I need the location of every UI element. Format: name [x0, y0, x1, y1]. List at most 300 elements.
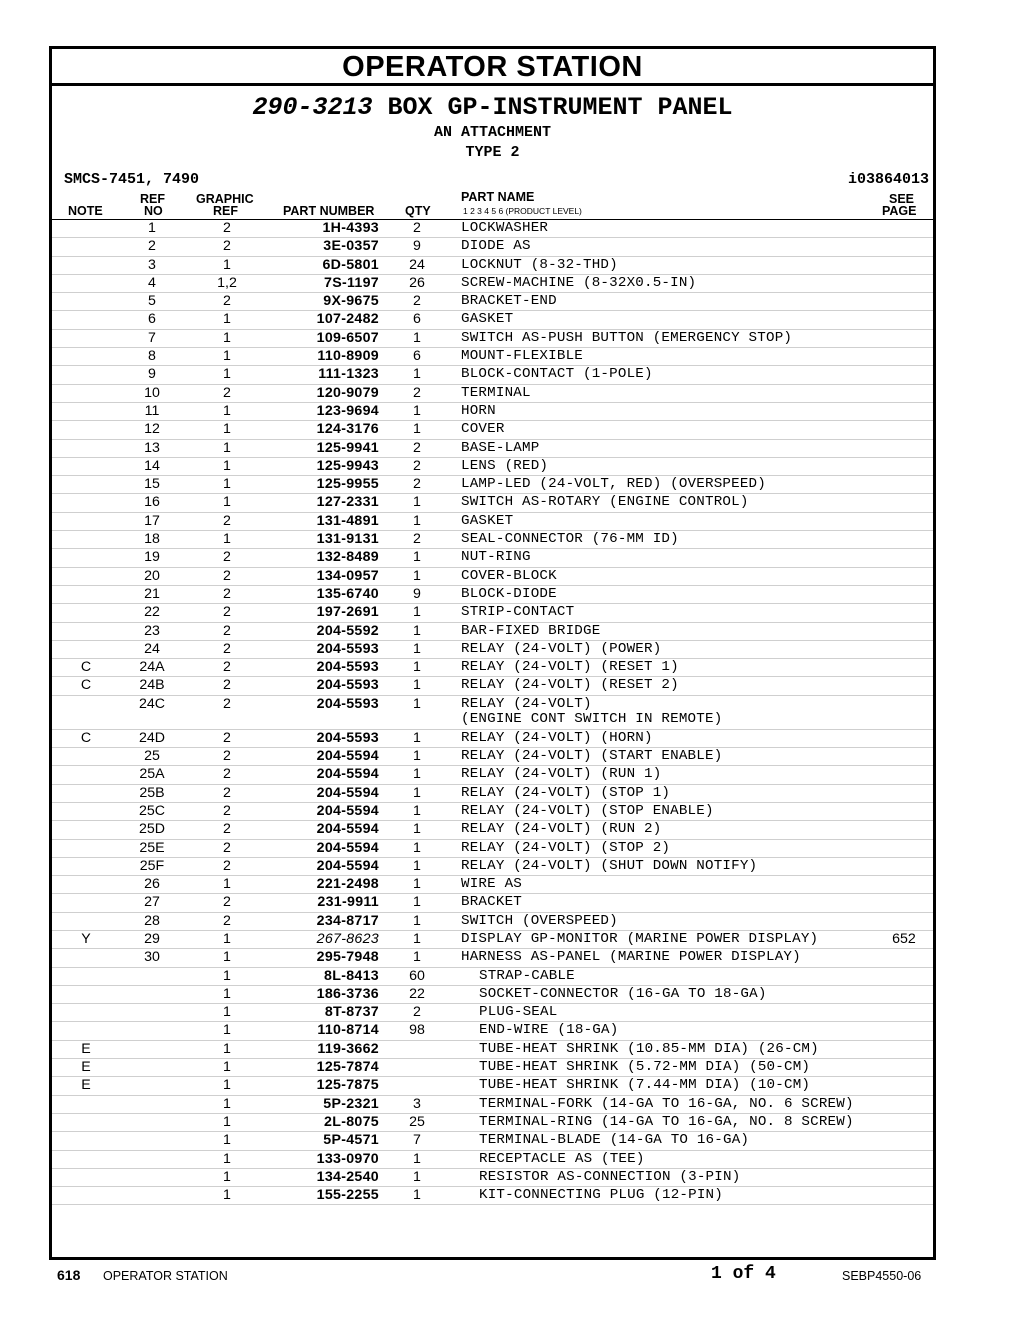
table-row [52, 494, 933, 512]
table-row [52, 766, 933, 784]
part-name-cell: TERMINAL [461, 384, 531, 401]
quantity-cell: 1 [413, 748, 421, 765]
part-number-cell: 134-2540 [316, 1168, 379, 1185]
col-see-bottom: PAGE [882, 204, 917, 218]
part-number-cell: 107-2482 [316, 311, 379, 328]
part-name-cell: STRAP-CABLE [479, 967, 575, 984]
ref-number-cell: 17 [144, 512, 160, 529]
quantity-cell: 1 [413, 729, 421, 746]
graphic-ref-cell: 1 [223, 329, 231, 346]
part-number-cell: 132-8489 [316, 549, 379, 566]
part-name-cell: SWITCH (OVERSPEED) [461, 912, 618, 929]
quantity-cell: 2 [413, 476, 421, 493]
table-row [52, 1187, 933, 1205]
col-ref-bottom: NO [144, 204, 163, 218]
footer-page-number: 618 [57, 1267, 81, 1283]
part-number-cell: 124-3176 [316, 421, 379, 438]
table-row [52, 385, 933, 403]
quantity-cell: 1 [413, 494, 421, 511]
graphic-ref-cell: 2 [223, 784, 231, 801]
part-number-cell: 131-4891 [316, 512, 379, 529]
part-name-cell: RELAY (24-VOLT) (STOP 2) [461, 839, 671, 856]
part-name-cell: RELAY (24-VOLT) (SHUT DOWN NOTIFY) [461, 857, 758, 874]
part-number-cell: 131-9131 [316, 531, 379, 548]
part-number-cell: 6D-5801 [322, 256, 379, 273]
quantity-cell: 1 [413, 695, 421, 712]
graphic-ref-cell: 1 [223, 949, 231, 966]
graphic-ref-cell: 1 [223, 311, 231, 328]
quantity-cell: 1 [413, 1187, 421, 1204]
graphic-ref-cell: 2 [223, 567, 231, 584]
graphic-ref-cell: 1 [223, 1113, 231, 1130]
part-number-cell: 8T-8737 [324, 1004, 379, 1021]
part-number-cell: 127-2331 [316, 494, 379, 511]
quantity-cell: 1 [413, 930, 421, 947]
part-name-cell: RELAY (24-VOLT) (POWER) [461, 640, 662, 657]
graphic-ref-cell: 2 [223, 293, 231, 310]
part-name-cell: NUT-RING [461, 549, 531, 566]
ref-number-cell: 27 [144, 894, 160, 911]
table-row [52, 403, 933, 421]
part-name-cell: TERMINAL-BLADE (14-GA TO 16-GA) [479, 1132, 750, 1149]
group-title-line [52, 93, 933, 123]
graphic-ref-cell: 1 [223, 1059, 231, 1076]
part-name-cell: TERMINAL-FORK (14-GA TO 16-GA, NO. 6 SCREW) [479, 1095, 854, 1112]
ref-number-cell: 24D [138, 729, 166, 746]
part-name-cell: TERMINAL-RING (14-GA TO 16-GA, NO. 8 SCREW) [479, 1113, 854, 1130]
group-type: TYPE 2 [465, 144, 520, 161]
graphic-ref-cell: 1 [223, 256, 231, 273]
part-name-cell: RELAY (24-VOLT) (RUN 1) [461, 766, 662, 783]
quantity-cell: 2 [413, 220, 421, 236]
col-note: NOTE [68, 204, 103, 218]
column-header-row [52, 191, 933, 220]
quantity-cell: 1 [413, 766, 421, 783]
part-number-cell: 111-1323 [318, 366, 379, 383]
ref-number-cell: 25B [139, 784, 165, 801]
ref-number-cell: 30 [144, 949, 160, 966]
part-name-cell: SEAL-CONNECTOR (76-MM ID) [461, 531, 679, 548]
note-cell: E [81, 1077, 91, 1094]
table-row [52, 968, 933, 986]
part-number-cell: 267-8623 [316, 930, 379, 947]
table-row [52, 531, 933, 549]
quantity-cell: 2 [413, 457, 421, 474]
ref-number-cell: 25C [138, 802, 166, 819]
note-cell: C [80, 677, 92, 694]
graphic-ref-cell: 1 [223, 1132, 231, 1149]
graphic-ref-cell: 1 [223, 1168, 231, 1185]
quantity-cell: 2 [413, 1004, 421, 1021]
note-cell: E [81, 1059, 91, 1076]
ref-number-cell: 24A [139, 659, 165, 676]
col-graphic-top: GRAPHIC [196, 192, 254, 206]
ref-number-cell: 25 [144, 748, 160, 765]
ref-number-cell: 8 [148, 348, 156, 365]
part-number-cell: 204-5594 [316, 802, 379, 819]
part-number-cell: 204-5593 [316, 729, 379, 746]
graphic-ref-cell: 2 [223, 622, 231, 639]
footer-section: OPERATOR STATION [103, 1269, 228, 1283]
part-name-cell: RELAY (24-VOLT) (HORN) [461, 729, 653, 746]
section-title: OPERATOR STATION [52, 49, 933, 86]
ref-number-cell: 26 [144, 876, 160, 893]
quantity-cell: 1 [413, 857, 421, 874]
table-row [52, 311, 933, 329]
part-name-cell: GASKET [461, 311, 514, 328]
quantity-cell: 2 [413, 439, 421, 456]
part-name-cell: TUBE-HEAT SHRINK (7.44-MM DIA) (10-CM) [479, 1077, 811, 1094]
table-row [52, 1004, 933, 1022]
ref-number-cell: 5 [148, 293, 156, 310]
part-number-cell: 120-9079 [316, 384, 379, 401]
ref-number-cell: 24C [138, 695, 166, 712]
ref-number-cell: 22 [144, 604, 160, 621]
table-row [52, 586, 933, 604]
graphic-ref-cell: 1 [223, 348, 231, 365]
ref-number-cell: 21 [144, 585, 160, 602]
ref-number-cell: 13 [144, 439, 160, 456]
part-number-cell: 197-2691 [316, 604, 379, 621]
part-number-cell: 109-6507 [316, 329, 379, 346]
col-qty: QTY [405, 204, 431, 218]
quantity-cell: 1 [413, 329, 421, 346]
table-row [52, 677, 933, 695]
graphic-ref-cell: 2 [223, 640, 231, 657]
quantity-cell: 1 [413, 549, 421, 566]
ref-number-cell: 25D [138, 821, 166, 838]
quantity-cell: 1 [413, 604, 421, 621]
table-row [52, 840, 933, 858]
part-number-cell: 7S-1197 [324, 274, 379, 291]
part-name-cell: RELAY (24-VOLT) (START ENABLE) [461, 748, 723, 765]
part-number-cell: 204-5593 [316, 695, 379, 712]
ref-number-cell: 11 [144, 402, 160, 419]
table-row [52, 696, 933, 730]
quantity-cell: 1 [413, 659, 421, 676]
part-name-cell: RESISTOR AS-CONNECTION (3-PIN) [479, 1168, 741, 1185]
table-row [52, 348, 933, 366]
quantity-cell: 7 [413, 1132, 421, 1149]
table-row [52, 913, 933, 931]
part-number-cell: 204-5594 [316, 857, 379, 874]
graphic-ref-cell: 2 [223, 695, 231, 712]
part-number-cell: 125-7874 [316, 1059, 379, 1076]
part-number-cell: 231-9911 [317, 894, 379, 911]
quantity-cell: 1 [413, 567, 421, 584]
table-row [52, 330, 933, 348]
quantity-cell: 25 [409, 1113, 425, 1130]
quantity-cell: 1 [413, 839, 421, 856]
table-row [52, 730, 933, 748]
part-name-cell: WIRE AS [461, 876, 522, 893]
note-cell: C [80, 659, 92, 676]
graphic-ref-cell: 2 [223, 512, 231, 529]
quantity-cell: 1 [413, 1150, 421, 1167]
part-name-cell: LAMP-LED (24-VOLT, RED) (OVERSPEED) [461, 476, 766, 493]
table-row [52, 1114, 933, 1132]
page-footer [0, 1264, 1020, 1288]
col-part-number: PART NUMBER [283, 204, 375, 218]
graphic-ref-cell: 1 [223, 531, 231, 548]
part-number-cell: 125-9955 [316, 476, 379, 493]
ref-number-cell: 15 [144, 476, 160, 493]
quantity-cell: 1 [413, 894, 421, 911]
part-name-cell: END-WIRE (18-GA) [479, 1022, 619, 1039]
see-page-cell: 652 [892, 930, 916, 947]
group-part-number: 290-3213 [252, 93, 373, 122]
table-row [52, 1041, 933, 1059]
note-cell: E [81, 1040, 91, 1057]
graphic-ref-cell: 1 [223, 985, 231, 1002]
graphic-ref-cell: 2 [223, 549, 231, 566]
part-number-cell: 204-5593 [316, 677, 379, 694]
ref-number-cell: 25F [139, 857, 165, 874]
quantity-cell: 1 [413, 876, 421, 893]
graphic-ref-cell: 1 [223, 1022, 231, 1039]
table-row [52, 513, 933, 531]
part-name-cell: PLUG-SEAL [479, 1004, 558, 1021]
identifier-row [52, 169, 933, 191]
part-name-cell: SWITCH AS-ROTARY (ENGINE CONTROL) [461, 494, 749, 511]
col-graphic-bottom: REF [213, 204, 238, 218]
quantity-cell: 1 [413, 784, 421, 801]
part-number-cell: 5P-4571 [323, 1132, 379, 1149]
quantity-cell: 9 [413, 238, 421, 255]
part-number-cell: 8L-8413 [324, 967, 379, 984]
col-ref-top: REF [140, 192, 165, 206]
part-number-cell: 135-6740 [316, 585, 379, 602]
graphic-ref-cell: 1,2 [217, 274, 237, 291]
table-row [52, 1132, 933, 1150]
ref-number-cell: 4 [148, 274, 156, 291]
part-name-cell: BRACKET [461, 894, 522, 911]
part-number-cell: 119-3662 [317, 1040, 379, 1057]
part-number-cell: 9X-9675 [323, 293, 379, 310]
table-row [52, 549, 933, 567]
table-row [52, 803, 933, 821]
part-number-cell: 2L-8075 [324, 1113, 379, 1130]
part-number-cell: 186-3736 [316, 985, 379, 1002]
part-name-cell: TUBE-HEAT SHRINK (10.85-MM DIA) (26-CM) [479, 1040, 819, 1057]
table-row [52, 986, 933, 1004]
quantity-cell: 1 [413, 949, 421, 966]
table-row [52, 748, 933, 766]
quantity-cell: 22 [409, 985, 425, 1002]
ref-number-cell: 16 [144, 494, 160, 511]
graphic-ref-cell: 2 [223, 839, 231, 856]
part-name-cell: LENS (RED) [461, 457, 549, 474]
graphic-ref-cell: 1 [223, 1004, 231, 1021]
part-name-cell: COVER [461, 421, 505, 438]
part-number-cell: 204-5593 [316, 640, 379, 657]
table-row [52, 623, 933, 641]
part-name-cell: TUBE-HEAT SHRINK (5.72-MM DIA) (50-CM) [479, 1059, 811, 1076]
table-row [52, 1096, 933, 1114]
part-number-cell: 221-2498 [316, 876, 379, 893]
part-number-cell: 234-8717 [316, 912, 379, 929]
note-cell: C [80, 729, 92, 746]
smcs-code: SMCS-7451, 7490 [64, 171, 200, 188]
part-name-continuation-cell: (ENGINE CONT SWITCH IN REMOTE) [461, 710, 723, 727]
parts-group-heading [52, 86, 933, 163]
graphic-ref-cell: 2 [223, 604, 231, 621]
part-number-cell: 204-5594 [316, 766, 379, 783]
table-row [52, 458, 933, 476]
col-product-level: 1 2 3 4 5 6 (PRODUCT LEVEL) [463, 206, 582, 216]
table-row [52, 821, 933, 839]
col-part-name: PART NAME [461, 190, 535, 204]
part-number-cell: 155-2255 [316, 1187, 379, 1204]
group-subtitle: AN ATTACHMENT [433, 124, 552, 141]
quantity-cell: 1 [413, 512, 421, 529]
graphic-ref-cell: 2 [223, 585, 231, 602]
quantity-cell: 1 [413, 677, 421, 694]
ref-number-cell: 24B [139, 677, 165, 694]
quantity-cell: 1 [413, 622, 421, 639]
part-number-cell: 125-7875 [316, 1077, 379, 1094]
graphic-ref-cell: 2 [223, 220, 231, 236]
ref-number-cell: 10 [144, 384, 160, 401]
graphic-ref-cell: 1 [223, 1077, 231, 1094]
quantity-cell: 98 [409, 1022, 425, 1039]
part-number-cell: 133-0970 [316, 1150, 379, 1167]
part-name-cell: LOCKWASHER [461, 220, 549, 236]
part-name-cell: HARNESS AS-PANEL (MARINE POWER DISPLAY) [461, 949, 801, 966]
part-number-cell: 1H-4393 [322, 220, 379, 236]
table-row [52, 1022, 933, 1040]
quantity-cell: 1 [413, 1168, 421, 1185]
quantity-cell: 60 [409, 967, 425, 984]
graphic-ref-cell: 1 [223, 494, 231, 511]
quantity-cell: 2 [413, 384, 421, 401]
ref-number-cell: 9 [148, 366, 156, 383]
part-name-cell: BAR-FIXED BRIDGE [461, 622, 601, 639]
quantity-cell: 2 [413, 531, 421, 548]
graphic-ref-cell: 1 [223, 1095, 231, 1112]
table-row [52, 1169, 933, 1187]
part-number-cell: 134-0957 [316, 567, 379, 584]
table-row [52, 275, 933, 293]
part-name-cell: HORN [461, 402, 496, 419]
table-row [52, 785, 933, 803]
table-row [52, 876, 933, 894]
table-row [52, 238, 933, 256]
col-see-top: SEE [889, 192, 915, 206]
part-name-cell: SCREW-MACHINE (8-32X0.5-IN) [461, 274, 697, 291]
ref-number-cell: 6 [148, 311, 156, 328]
quantity-cell: 6 [413, 348, 421, 365]
part-name-cell: KIT-CONNECTING PLUG (12-PIN) [479, 1187, 723, 1204]
part-name-cell: STRIP-CONTACT [461, 604, 575, 621]
part-number-cell: 125-9941 [316, 439, 379, 456]
part-number-cell: 204-5593 [316, 659, 379, 676]
part-number-cell: 204-5594 [316, 748, 379, 765]
part-number-cell: 123-9694 [316, 402, 379, 419]
part-name-cell: BASE-LAMP [461, 439, 540, 456]
part-name-cell: DIODE AS [461, 238, 531, 255]
part-name-cell: RELAY (24-VOLT) (RUN 2) [461, 821, 662, 838]
part-number-cell: 125-9943 [316, 457, 379, 474]
graphic-ref-cell: 2 [223, 748, 231, 765]
part-name-cell: DISPLAY GP-MONITOR (MARINE POWER DISPLAY) [461, 930, 819, 947]
ref-number-cell: 3 [148, 256, 156, 273]
graphic-ref-cell: 2 [223, 821, 231, 838]
table-row [52, 641, 933, 659]
group-part-name: BOX GP-INSTRUMENT PANEL [387, 93, 733, 122]
ref-number-cell: 23 [144, 622, 160, 639]
ref-number-cell: 20 [144, 567, 160, 584]
table-row [52, 1151, 933, 1169]
part-name-cell: BLOCK-CONTACT (1-POLE) [461, 366, 653, 383]
graphic-ref-cell: 2 [223, 894, 231, 911]
graphic-ref-cell: 1 [223, 1040, 231, 1057]
ref-number-cell: 18 [144, 531, 160, 548]
part-name-cell: LOCKNUT (8-32-THD) [461, 256, 618, 273]
quantity-cell: 1 [413, 802, 421, 819]
table-row [52, 894, 933, 912]
part-name-cell: GASKET [461, 512, 514, 529]
graphic-ref-cell: 1 [223, 457, 231, 474]
parts-list-frame [49, 46, 936, 1260]
table-row [52, 440, 933, 458]
part-name-cell: RELAY (24-VOLT) (RESET 2) [461, 677, 679, 694]
part-name-cell: RELAY (24-VOLT) (RESET 1) [461, 659, 679, 676]
graphic-ref-cell: 1 [223, 930, 231, 947]
graphic-ref-cell: 1 [223, 402, 231, 419]
table-row [52, 421, 933, 439]
table-row [52, 568, 933, 586]
table-row [52, 1059, 933, 1077]
graphic-ref-cell: 2 [223, 857, 231, 874]
ref-number-cell: 25A [139, 766, 165, 783]
graphic-ref-cell: 2 [223, 677, 231, 694]
quantity-cell: 24 [409, 256, 425, 273]
part-name-cell: BLOCK-DIODE [461, 585, 557, 602]
graphic-ref-cell: 1 [223, 967, 231, 984]
table-row [52, 858, 933, 876]
ref-number-cell: 25E [139, 839, 165, 856]
quantity-cell: 9 [413, 585, 421, 602]
graphic-ref-cell: 2 [223, 912, 231, 929]
quantity-cell: 6 [413, 311, 421, 328]
quantity-cell: 1 [413, 421, 421, 438]
ref-number-cell: 14 [144, 457, 160, 474]
graphic-ref-cell: 1 [223, 476, 231, 493]
graphic-ref-cell: 2 [223, 384, 231, 401]
note-cell: Y [81, 930, 91, 947]
part-name-cell: SWITCH AS-PUSH BUTTON (EMERGENCY STOP) [461, 329, 793, 346]
part-name-cell: RELAY (24-VOLT) [461, 695, 592, 712]
part-number-cell: 110-8714 [317, 1022, 379, 1039]
illustration-id: i03864013 [847, 171, 929, 188]
table-row [52, 476, 933, 494]
graphic-ref-cell: 2 [223, 659, 231, 676]
quantity-cell: 1 [413, 402, 421, 419]
ref-number-cell: 24 [144, 640, 160, 657]
graphic-ref-cell: 1 [223, 1187, 231, 1204]
graphic-ref-cell: 1 [223, 366, 231, 383]
part-name-cell: RELAY (24-VOLT) (STOP 1) [461, 784, 671, 801]
quantity-cell: 3 [413, 1095, 421, 1112]
part-number-cell: 204-5594 [316, 821, 379, 838]
table-row [52, 293, 933, 311]
quantity-cell: 26 [409, 274, 425, 291]
part-name-cell: SOCKET-CONNECTOR (16-GA TO 18-GA) [479, 985, 767, 1002]
ref-number-cell: 19 [144, 549, 160, 566]
part-number-cell: 204-5594 [316, 839, 379, 856]
table-row [52, 949, 933, 967]
